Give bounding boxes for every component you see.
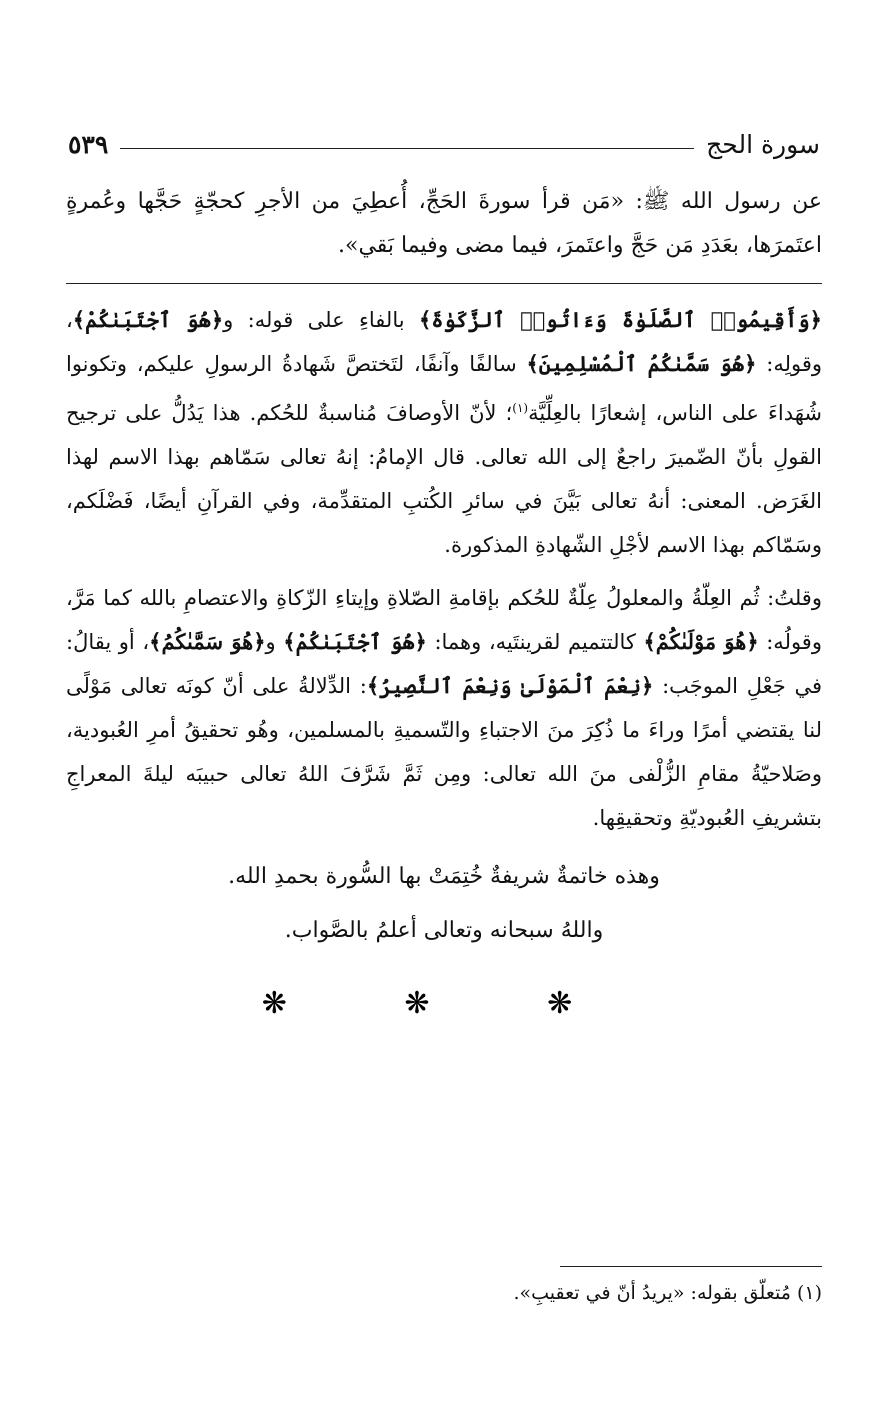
paragraph-text: ؛ لأنّ الأوصافَ مُناسبةٌ للحُكم. هذا يَدُلُّ على ترجيح القولِ بأنّ الضّميرَ راجعٌ إلى الله تعالى. قال الإمامُ: إنهُ تعالى سَمّاهم بهذا الاسم لهذا الغَرَض. المعنى: أنهُ تعالى بَيَّنَ في سائرِ الكُتبِ المتقدِّمة، وفي القرآنِ أيضًا، فَضْلَكم، وسَمّاكم بهذا الاسم لأجْلِ الشّهادةِ المذكورة. [66, 401, 822, 557]
paragraph-text: وقلتُ: ثُم العِلّةُ والمعلولُ عِلّةٌ للحُكم بإقامةِ الصّلاةِ وإيتاءِ الزّكاةِ والاعتصامِ بالله كما مَرَّ، وقولُه: [66, 586, 822, 654]
paragraph-text: كالتتميم لقرينتَيه، وهما: [426, 630, 644, 654]
hadith-separator [66, 283, 822, 284]
page-number: ٥٣٩ [68, 129, 109, 159]
final-praise-line: واللهُ سبحانه وتعالى أعلمُ بالصَّواب. [284, 918, 604, 943]
paragraph-text: : الدِّلالةُ على أنّ كونَه تعالى مَوْلًى لنا يقتضي أمرًا وراءَ ما ذُكِرَ منَ الاجتباءِ والتّسميةِ بالمسلمين، وهُو تحقيقُ أمرِ العُبودية، وصَلاحيّةُ مقامِ الزُّلْفى منَ الله تعالى: ومِن ثَمَّ شَرَّفَ اللهُ تعالى حبيبَه ليلةَ المعراجِ بتشريفِ العُبوديّةِ وتحقيقِها. [66, 674, 822, 830]
hadith-text: عن رسول الله ﷺ: «مَن قرأ سورةَ الحَجِّ، أُعطِيَ من الأجرِ كحجّةٍ حَجَّها وعُمرةٍ اعتَمرَها، بعَدَدِ مَن حَجَّ واعتَمرَ، فيما مضى وفيما بَقي». [66, 189, 822, 258]
quran-quote: ﴿هُوَ ٱجْتَبَىٰكُمْ﴾ [283, 629, 427, 654]
quran-quote: ﴿هُوَ سَمَّىٰكُمُ﴾ [149, 629, 266, 654]
quran-quote: ﴿نِعْمَ ٱلْمَوْلَىٰ وَنِعْمَ ٱلنَّصِيرُ﴾ [366, 673, 654, 698]
closing-sentence: وهذه خاتمةٌ شريفةٌ خُتِمَتْ بها السُّورة بحمدِ الله. [228, 864, 660, 889]
section-divider-stars: ❋ ❋ ❋ [261, 986, 627, 1021]
paragraph-text: ، وقولِه: [66, 308, 823, 376]
quran-quote: ﴿هُوَ ٱجْتَبَىٰكُمْ﴾ [72, 307, 224, 332]
quran-quote: ﴿وَأَقِيمُوا۟ ٱلصَّلَوٰةَ وَءَاتُوا۟ ٱلزَّكَوٰةَ﴾ [418, 307, 822, 332]
footnote-marker: (١) [512, 401, 529, 415]
quran-quote: ﴿هُوَ سَمَّىٰكُمُ ٱلْمُسْلِمِينَ﴾ [526, 351, 757, 376]
commentary-paragraph-1 [66, 298, 822, 567]
paragraph-text: و [265, 630, 284, 654]
page-header [68, 126, 820, 162]
paragraph-text: بالفاءِ على قوله: و [223, 308, 419, 332]
header-rule [120, 148, 694, 149]
quran-quote: ﴿هُوَ مَوْلَىٰكُمْ﴾ [643, 629, 759, 654]
paragraph-text: ، أو يقالُ: في جَعْلِ الموجَب: [66, 630, 822, 698]
footnote-rule [560, 1266, 822, 1267]
footnote: (١) مُتعلّق بقوله: «يريدُ أنّ في تعقيبِ». [513, 1282, 822, 1304]
paragraph-text: سالفًا وآنفًا، لتَختصَّ شَهادةُ الرسولِ عليكم، وتكونوا شُهَداءَ على الناس، إشعارًا بالعِلِّيَّة [66, 352, 822, 425]
commentary-paragraph-2 [66, 576, 822, 840]
surah-title: سورة الحج [706, 129, 820, 159]
